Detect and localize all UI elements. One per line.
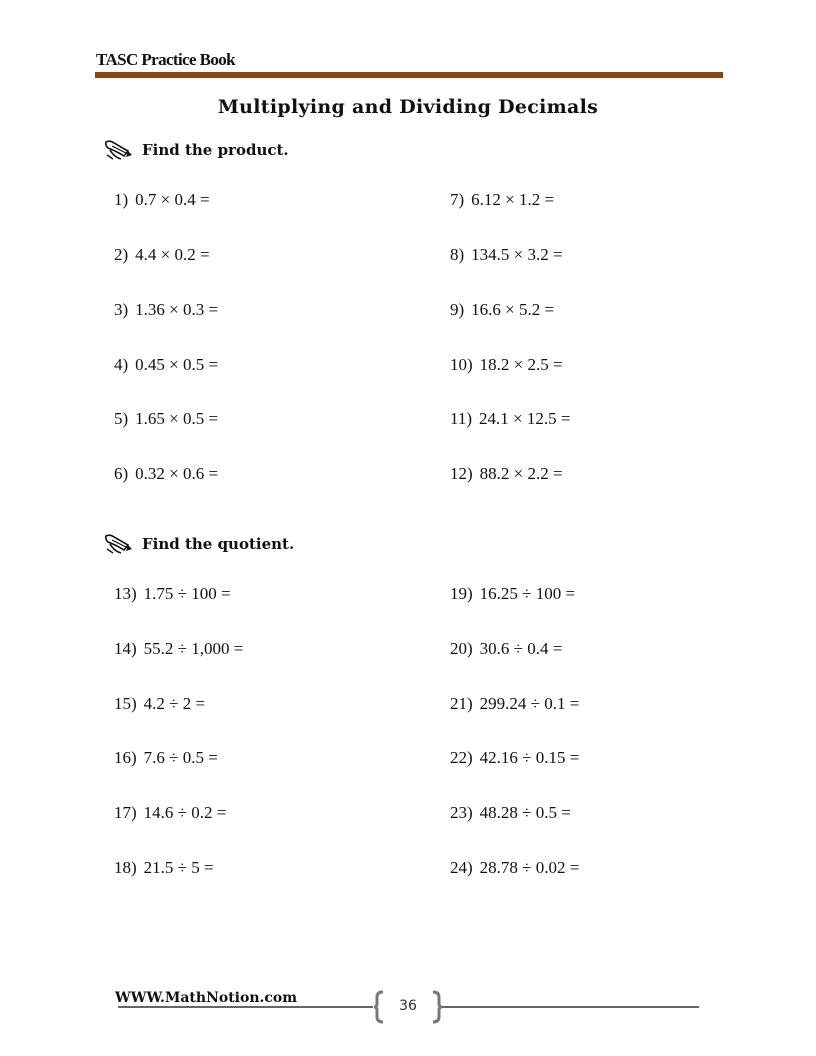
problem-expression: 7.6 ÷ 0.5 = bbox=[143, 748, 218, 767]
header-divider bbox=[95, 72, 723, 78]
problem-expression: 21.5 ÷ 5 = bbox=[143, 858, 214, 877]
problem-13: 13) 1.75 ÷ 100 = bbox=[114, 584, 231, 603]
problem-4: 4) 0.45 × 0.5 = bbox=[114, 355, 219, 374]
problem-expression: 55.2 ÷ 1,000 = bbox=[143, 639, 244, 658]
problem-17: 17) 14.6 ÷ 0.2 = bbox=[114, 803, 227, 822]
problem-3: 3) 1.36 × 0.3 = bbox=[114, 300, 219, 319]
problem-expression: 30.6 ÷ 0.4 = bbox=[479, 639, 563, 658]
problem-19: 19) 16.25 ÷ 100 = bbox=[450, 584, 576, 603]
footer-website: WWW.MathNotion.com bbox=[115, 990, 298, 1006]
problem-expression: 4.4 × 0.2 = bbox=[135, 245, 210, 264]
section-product-heading bbox=[104, 138, 289, 162]
section-quotient-heading bbox=[104, 532, 294, 556]
problem-expression: 28.78 ÷ 0.02 = bbox=[479, 858, 580, 877]
problem-10: 10) 18.2 × 2.5 = bbox=[450, 355, 563, 374]
problem-7: 7) 6.12 × 1.2 = bbox=[450, 190, 555, 209]
page-title: Multiplying and Dividing Decimals bbox=[217, 96, 599, 118]
problem-expression: 299.24 ÷ 0.1 = bbox=[479, 694, 580, 713]
problem-21: 21) 299.24 ÷ 0.1 = bbox=[450, 694, 580, 713]
problem-15: 15) 4.2 ÷ 2 = bbox=[114, 694, 206, 713]
problem-expression: 0.45 × 0.5 = bbox=[135, 355, 219, 374]
problem-expression: 16.25 ÷ 100 = bbox=[479, 584, 576, 603]
problem-expression: 134.5 × 3.2 = bbox=[471, 245, 563, 264]
problem-expression: 16.6 × 5.2 = bbox=[471, 300, 555, 319]
problem-8: 8) 134.5 × 3.2 = bbox=[450, 245, 563, 264]
problem-22: 22) 42.16 ÷ 0.15 = bbox=[450, 748, 580, 767]
footer-divider-left bbox=[118, 1006, 373, 1008]
problem-expression: 24.1 × 12.5 = bbox=[479, 409, 571, 428]
problem-expression: 6.12 × 1.2 = bbox=[471, 190, 555, 209]
section-label: Find the quotient. bbox=[142, 535, 295, 553]
problem-11: 11) 24.1 × 12.5 = bbox=[450, 409, 571, 428]
problem-expression: 4.2 ÷ 2 = bbox=[143, 694, 206, 713]
problem-12: 12) 88.2 × 2.2 = bbox=[450, 464, 563, 483]
problem-16: 16) 7.6 ÷ 0.5 = bbox=[114, 748, 218, 767]
problem-1: 1) 0.7 × 0.4 = bbox=[114, 190, 210, 209]
problem-20: 20) 30.6 ÷ 0.4 = bbox=[450, 639, 563, 658]
pencil-icon bbox=[104, 139, 134, 161]
problem-expression: 48.28 ÷ 0.5 = bbox=[479, 803, 571, 822]
footer-divider-right bbox=[442, 1006, 699, 1008]
header-title: TASC Practice Book bbox=[96, 50, 236, 69]
problem-18: 18) 21.5 ÷ 5 = bbox=[114, 858, 214, 877]
problem-23: 23) 48.28 ÷ 0.5 = bbox=[450, 803, 571, 822]
pencil-icon bbox=[104, 533, 134, 555]
problem-expression: 88.2 × 2.2 = bbox=[479, 464, 563, 483]
problem-expression: 1.65 × 0.5 = bbox=[135, 409, 219, 428]
problem-9: 9) 16.6 × 5.2 = bbox=[450, 300, 555, 319]
problem-expression: 14.6 ÷ 0.2 = bbox=[143, 803, 227, 822]
problem-2: 2) 4.4 × 0.2 = bbox=[114, 245, 210, 264]
problem-expression: 1.75 ÷ 100 = bbox=[143, 584, 231, 603]
problem-6: 6) 0.32 × 0.6 = bbox=[114, 464, 219, 483]
page-number: 36 bbox=[399, 998, 417, 1014]
problem-24: 24) 28.78 ÷ 0.02 = bbox=[450, 858, 580, 877]
problem-expression: 42.16 ÷ 0.15 = bbox=[479, 748, 580, 767]
section-label: Find the product. bbox=[142, 141, 289, 159]
problem-expression: 18.2 × 2.5 = bbox=[479, 355, 563, 374]
problem-5: 5) 1.65 × 0.5 = bbox=[114, 409, 219, 428]
problem-expression: 1.36 × 0.3 = bbox=[135, 300, 219, 319]
problem-14: 14) 55.2 ÷ 1,000 = bbox=[114, 639, 244, 658]
problem-expression: 0.32 × 0.6 = bbox=[135, 464, 219, 483]
problem-expression: 0.7 × 0.4 = bbox=[135, 190, 210, 209]
